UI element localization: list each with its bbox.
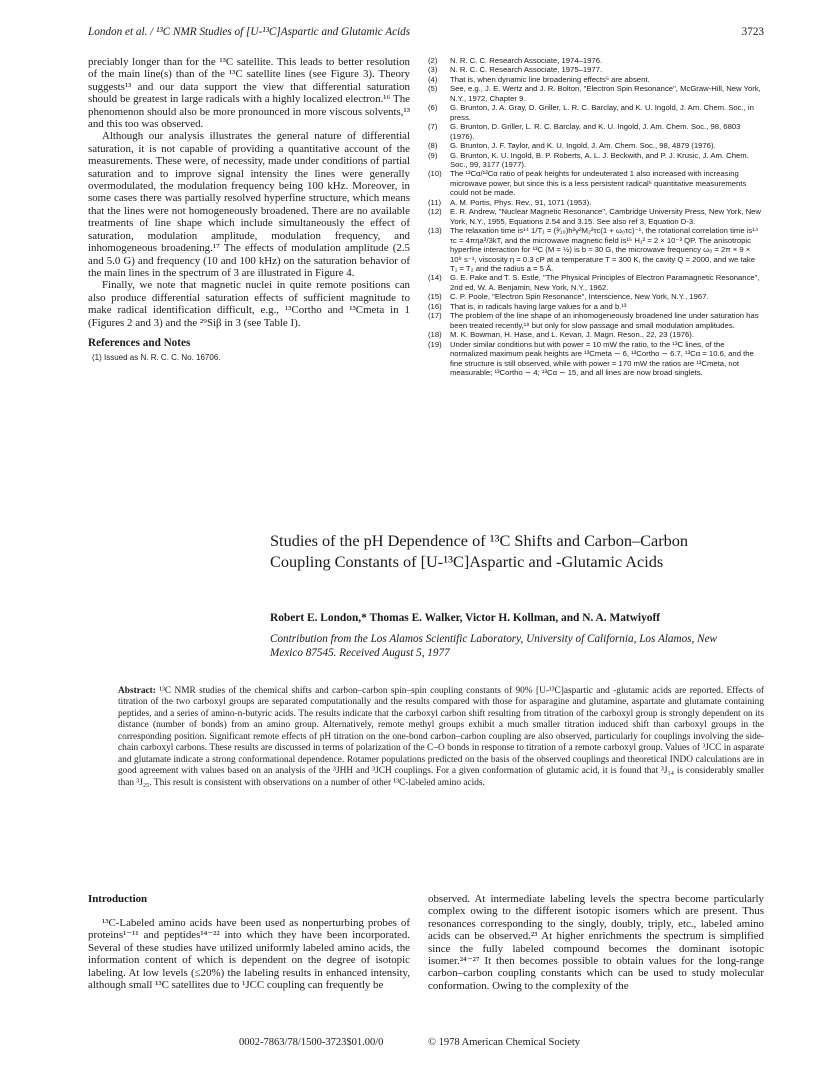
- reference-number: (19): [428, 339, 442, 349]
- reference-item: [428, 207, 764, 226]
- reference-item: [428, 56, 764, 65]
- reference-item: [428, 141, 764, 150]
- reference-text: C. P. Poole, "Electron Spin Resonance", Interscience, New York, N.Y., 1967.: [450, 292, 709, 302]
- footer-copyright: © 1978 American Chemical Society: [428, 1037, 581, 1048]
- reference-number: (12): [428, 207, 442, 217]
- article-authors: Robert E. London,* Thomas E. Walker, Victor H. Kollman, and N. A. Matwiyoff: [270, 612, 661, 624]
- references-list: [428, 56, 764, 377]
- reference-item: [428, 198, 764, 207]
- reference-item: [428, 340, 764, 378]
- reference-item: [428, 292, 764, 301]
- paragraph: Finally, we note that magnetic nuclei in quite remote positions can also produce differential saturation effects of sufficient magnitude to make radical identification difficult, e.g., ¹³Cortho and ¹³Cmeta in 1 (Figures 2 and 3) and the ²⁹Siβ in 3 (see Table I).: [88, 279, 410, 329]
- reference-text: G. E. Pake and T. S. Estle, "The Physical Principles of Electron Paramagnetic Resonance", 2nd ed, W. A. Benjamin, New York, N.Y., 1962.: [450, 273, 760, 292]
- footer-code: 0002-7863/78/1500-3723$01.00/0: [239, 1037, 384, 1048]
- reference-number: (15): [428, 292, 442, 302]
- reference-number: (8): [428, 141, 438, 151]
- reference-number: (18): [428, 330, 442, 340]
- reference-number: (10): [428, 169, 442, 179]
- reference-item: [428, 311, 764, 330]
- introduction-heading: Introduction: [88, 893, 148, 905]
- reference-text: Under similar conditions but with power = 10 mW the ratio, to the ¹³C lines, of the normalized maximum peak heights are ¹³Cmeta ∼ 6, ¹³Cortho ∼ 6.7, ¹³Cα = 10.6, and the fine structure is still observed, while with power = 170 mW the ratios are ¹³Cmeta, not measurable; ¹³Cortho ∼ 4; ¹³Cα ∼ 15, and all lines are now broad singlets.: [450, 339, 754, 377]
- reference-item: [428, 302, 764, 311]
- reference-number: (2): [428, 56, 438, 65]
- reference-item: [428, 151, 764, 170]
- reference-number: (9): [428, 150, 438, 160]
- reference-number: (16): [428, 301, 442, 311]
- reference-item: [428, 226, 764, 273]
- reference-item: [428, 273, 764, 292]
- reference-item: (1) Issued as N. R. C. C. No. 16706.: [92, 353, 221, 363]
- reference-number: (13): [428, 226, 442, 236]
- reference-text: G. Brunton, J. A. Gray, D. Griller, L. R. C. Barclay, and K. U. Ingold, J. Am. Chem. Soc., in press.: [450, 103, 754, 122]
- reference-number: (17): [428, 311, 442, 321]
- reference-text: See, e.g., J. E. Wertz and J. R. Bolton, "Electron Spin Resonance", McGraw-Hill, New York, N.Y., 1972, Chapter 9.: [450, 84, 761, 103]
- reference-item: [428, 103, 764, 122]
- reference-text: G. Brunton, K. U. Ingold, B. P. Roberts, A. L. J. Beckwith, and P. J. Krusic, J. Am. Chem. Soc., 99, 3177 (1977).: [450, 150, 749, 169]
- page-number: 3723: [741, 26, 764, 38]
- abstract-text: ¹³C NMR studies of the chemical shifts and carbon–carbon spin–spin coupling constants of 90% [U-¹³C]aspartic and -glutamic acids are reported. Effects of titration of the two carboxyl groups are separated computationally and the results compared with those for asparagine and glutamine, aspartate and glutamate containing peptides, and a series of amino-n-butyric acids. The results indicate that the carboxyl carbon shift resulting from titration of the carboxyl group is strongly dependent on its distance (number of bonds) from an amino group. Alternatively, remote methyl groups exhibit a much smaller titration induced shift than carboxyl groups in the corresponding position. Significant remote effects of pH titration on the one-bond carbon–carbon coupling are also observed, particularly for couplings involving the side-chain carboxyl carbons. These results are discussed in terms of polarization of the C–O bonds in response to titration of a remote carboxyl group. Values of ³JCC in asparate and glutamate indicate a strong conformational dependence. Rotamer populations predicted on the basis of the observed couplings and theoretical INDO calculations are in good agreement with values based on an analysis of the ³JHH and ³JCH couplings. For a given conformation of glutamic acid, it is found that ³J₁₄ is considerably smaller than ³J₂₅. This result is consistent with observations on a number of other ¹³C-labeled amino acids.: [118, 686, 764, 788]
- paragraph: preciably longer than for the ¹³C satellite. This leads to better resolution of the main line(s) than of the ¹³C satellite lines (see Figure 3). Theory suggests¹³ and our data support the view that differential saturation should be greatest in large radicals with a highly localized electron.¹⁶ The phenomenon should also be more pronounced in more viscous solvents,¹³ and this too was observed.: [88, 56, 410, 131]
- reference-text: E. R. Andrew, "Nuclear Magnetic Resonance", Cambridge University Press, New York, New York, N.Y., 1955, Equations 2.54 and 3.15. See also ref 3, Equation D-3.: [450, 207, 761, 226]
- reference-number: (14): [428, 273, 442, 283]
- left-column: [88, 56, 410, 363]
- reference-number: (5): [428, 84, 438, 94]
- reference-number: (11): [428, 197, 442, 207]
- reference-item: [428, 84, 764, 103]
- reference-text: That is, in radicals having large values for a and b.¹³: [450, 301, 627, 311]
- abstract: [118, 686, 764, 789]
- paragraph: Although our analysis illustrates the general nature of differential saturation, it is not capable of providing a quantitative account of the measurements. These were, of necessity, made under conditions of partial saturation and to improve signal intensity the lines were generally overmodulated, the modulation frequency being 100 kHz. Moreover, in some cases there was partially resolved hyperfine structure, which means that the lines were not homogeneously broadened. There are no available treatments of line shape which include simultaneously the effect of saturation, modulation amplitude, modulation frequency, and inhomogeneous broadening.¹⁷ The effects of modulation amplitude (2.5 and 5.0 G) and frequency (10 and 100 kHz) on the saturation behavior of the main lines in the spectrum of 3 are illustrated in Figure 4.: [88, 130, 410, 279]
- reference-text: M. K. Bowman, H. Hase, and L. Kevan, J. Magn. Reson., 22, 23 (1976).: [450, 330, 694, 340]
- running-head-title: London et al. / ¹³C NMR Studies of [U-¹³C]Aspartic and Glutamic Acids: [88, 26, 411, 38]
- reference-number: (6): [428, 103, 438, 113]
- reference-number: (7): [428, 122, 438, 132]
- reference-text: G. Brunton, D. Griller, L. R. C. Barclay, and K. U. Ingold, J. Am. Chem. Soc., 98, 6803 (1976).: [450, 122, 741, 141]
- reference-item: [428, 169, 764, 197]
- introduction-right-text: observed. At intermediate labeling levels the spectra become particularly complex owing to the different isotopic isomers which are present. Thus resonances corresponding to the singly, doubly, triply, etc., labeled amino acids can be observed.²³ At higher enrichments the spectrum is simplified since the fully labeled compound becomes the dominant isotopic isomer.²⁴⁻²⁷ It then becomes possible to obtain values for the long-range carbon–carbon coupling constants which can be used to study molecular conformation. Owing to the complexity of the: [428, 893, 764, 992]
- reference-text: A. M. Portis, Phys. Rev., 91, 1071 (1953).: [450, 197, 592, 207]
- reference-text: The ¹³Cα/¹²Cα ratio of peak heights for undeuterated 1 also increased with increasing microwave power, but since this is a less persistent radical⁶ quantitative measurements could not be made.: [450, 169, 747, 198]
- reference-number: (3): [428, 65, 438, 75]
- reference-text: N. R. C. C. Research Associate, 1975–1977.: [450, 65, 603, 75]
- article-title: Studies of the pH Dependence of ¹³C Shifts and Carbon–Carbon Coupling Constants of [U-¹³C]Aspartic and -Glutamic Acids: [270, 531, 689, 571]
- reference-item: [428, 75, 764, 84]
- reference-item: [428, 330, 764, 339]
- reference-text: That is, when dynamic line broadening effects⁵ are absent.: [450, 74, 650, 84]
- article-affiliation: Contribution from the Los Alamos Scientific Laboratory, University of California, Los Alamos, New Mexico 87545. Received August 5, 1977: [270, 633, 718, 659]
- reference-text: N. R. C. C. Research Associate, 1974–1976.: [450, 56, 603, 65]
- running-head: [88, 26, 764, 42]
- reference-item: [428, 65, 764, 74]
- reference-text: The relaxation time is¹⁴ 1/T₁ = (³⁄₁₀)h²γ²M₂²τc(1 + ω₀τc)⁻¹, the rotational correlation time is¹⁴ τc = 4πηa³/3kT, and the microwave magnetic field is¹⁵ H₁² = 2 × 10⁻³ QP. The anisotropic hyperfine interaction for ¹³C (M = ½) is b ≈ 30 G, the microwave frequency ω₀ = 2π × 9 × 10⁹ s⁻¹, viscosity η = 0.3 cP at a temperature T = 300 K, the cavity Q = 2000, and we take T₁ = T₂ and the radius a = 5 Å.: [450, 226, 759, 273]
- reference-text: G. Brunton, J. F. Taylor, and K. U. Ingold, J. Am. Chem. Soc., 98, 4879 (1976).: [450, 141, 716, 151]
- reference-item: [428, 122, 764, 141]
- introduction-left-text: ¹³C-Labeled amino acids have been used as nonperturbing probes of proteins¹⁻¹¹ and peptides¹⁴⁻²² into which they have been incorporated. Several of these studies have utilized uniformly labeled amino acids, the information content of which is dependent on the degree of isotopic labeling. At low levels (≤20%) the labeling results in enhanced intensity, although small ¹³C satellites due to ¹JCC coupling can frequently be: [88, 917, 410, 992]
- reference-number: (4): [428, 74, 438, 84]
- references-heading: References and Notes: [88, 336, 191, 349]
- reference-text: The problem of the line shape of an inhomogeneously broadened line under saturation has been treated recently,¹⁸ but only for slow passage and small modulation amplitudes.: [450, 311, 759, 330]
- abstract-label: Abstract:: [118, 686, 156, 696]
